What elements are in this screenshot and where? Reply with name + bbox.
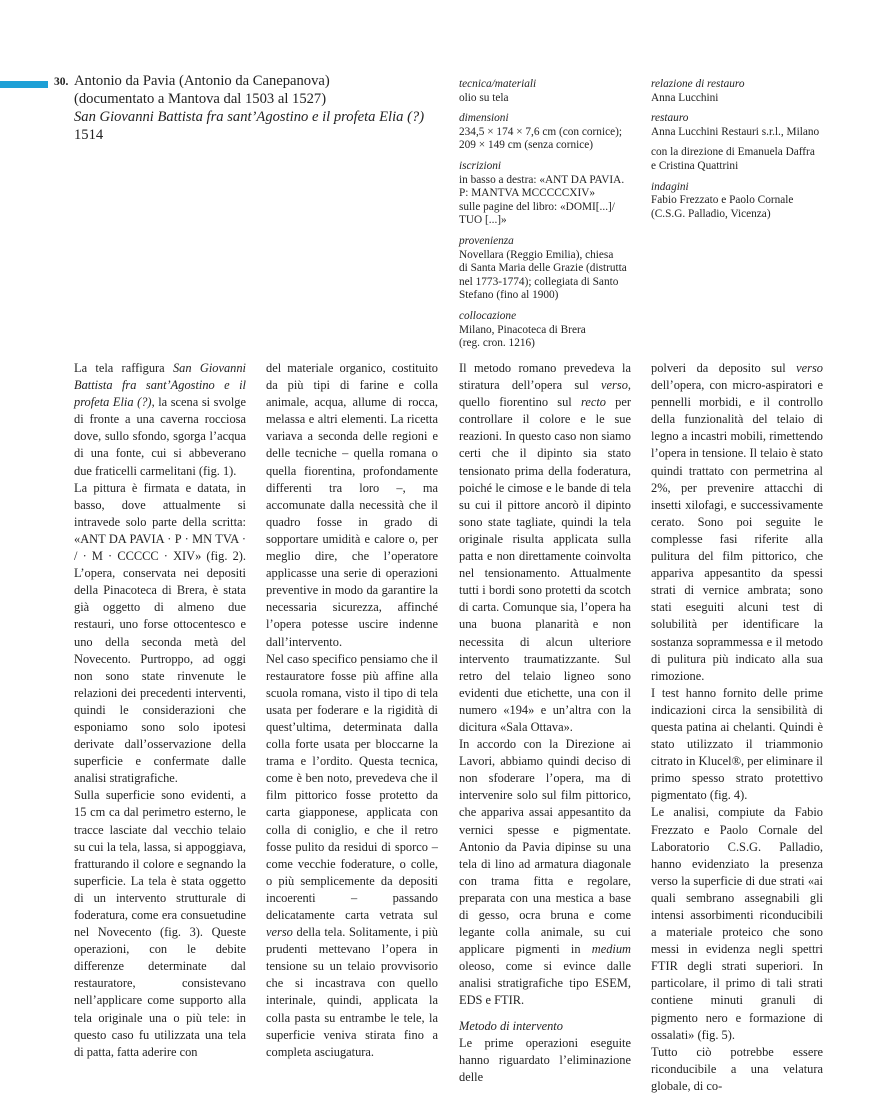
metadata-block [651, 146, 846, 173]
text-run: della tela. Solitamente, i più prudenti mettevano l’opera in tensione su un telaio provvisorio che si incastrava con quello interinale, quindi, applicata la colla pasta su entrambe le tele, la superficie veniva stirata fino a completa asciugatura. [266, 925, 438, 1059]
metadata-value: in basso a destra: «ANT DA PAVIA. [459, 173, 625, 186]
body-column-3 [459, 360, 631, 1086]
metadata-value: olio su tela [459, 91, 509, 104]
metadata-value: (C.S.G. Palladio, Vicenza) [651, 207, 771, 220]
metadata-value: (reg. cron. 1216) [459, 337, 535, 350]
metadata-value: Anna Lucchini Restauri s.r.l., Milano [651, 125, 820, 138]
text-run: , la scena si svolge di fronte a una caverna rocciosa dove, sullo sfondo, sgorga l’acqua di una fonte, cui si abbeverano due fraticelli carmelitani (fig. 1). [74, 395, 246, 478]
metadata-value: nel 1773-1774); collegiata di Santo [459, 275, 619, 288]
metadata-block [651, 112, 846, 139]
metadata-value: con la direzione di Emanuela Daffra [651, 146, 815, 159]
paragraph [651, 685, 823, 805]
metadata-value: di Santa Maria delle Grazie (distrutta [459, 262, 627, 275]
text-run: Nel caso specifico pensiamo che il restauratore fosse più affine alla scuola romana, visto il tipo di tela usata per foderare e la rigidità di quest’ultima, determinata dalla colla forte usata per bloccarne la trama e l’ordito. Questa tecnica, come è ben noto, prevedeva che il film pittorico fosse protetto da carta giapponese, applicata con colla di coniglio, e che il retro fosse pulito da residui di sporco – come vecchie foderature, o colle, o più semplicemente da depositi incoerenti – passando delicatamente carta vetrata sul [266, 651, 438, 922]
text-run: dell’opera, con micro-aspiratori e pennelli morbidi, e il controllo della funzionalità del telaio di legno a incastri mobili, rimettendo l’opera in tensione. Il telaio è stato quindi trattato con permetrina al 2%, per prevenire attacchi di insetti xilofagi, e successivamente cerato. Sono poi seguite le complesse fasi riferite alla pulitura del film pittorico, che appariva appesantito da spessi strati di vernice ambrata; sono stati eseguiti alcuni test di solubilità per identificare la sostanza soprammessa e il metodo di pulitura più indicato alla sua rimozione. [651, 378, 823, 683]
metadata-block [459, 235, 654, 303]
paragraph [459, 360, 631, 736]
italic-text: recto [580, 395, 606, 410]
paragraph [651, 804, 823, 1043]
text-run: Sulla superficie sono evidenti, a 15 cm ca dal perimetro esterno, le tracce lasciate dal vecchio telaio su cui la tela, lassa, si appoggiava, fratturando il colore e segnando la superficie. La tela è stata oggetto di un intervento strutturale di foderatura, come era consuetudine nel Novecento (fig. 3). Queste operazioni, con le debite differenze determinate dal restauratore, consistevano nell’applicare come supporto alla tela originale una o più tele: in questo caso fu utilizzata una tela di patta, fatta aderire con [74, 788, 246, 1059]
text-run: I test hanno fornito delle prime indicazioni circa la sensibilità di questa patina ai chelanti. Quindi è stato utilizzato il triammonio citrato in Klucel®, per eliminare il primo spesso strato protettivo pigmentato (fig. 4). [651, 685, 823, 803]
technical-metadata-left [459, 78, 654, 358]
text-run: oleoso, come si evince dalle analisi stratigrafiche tipo ESEM, EDS e FTIR. [459, 959, 631, 1008]
paragraph [266, 651, 438, 1061]
metadata-block [459, 112, 654, 153]
text-run: , quello fiorentino sul [459, 378, 631, 410]
paragraph [74, 480, 246, 788]
body-column-2 [266, 360, 438, 1061]
metadata-value: TUO [...]» [459, 214, 507, 227]
metadata-label: provenienza [459, 234, 514, 247]
metadata-label: dimensioni [459, 112, 509, 125]
text-run: Il metodo romano prevedeva la stiratura dell’opera sul [459, 361, 631, 393]
italic-text: verso [266, 925, 293, 940]
metadata-value: 209 × 149 cm (senza cornice) [459, 139, 594, 152]
italic-text: verso [601, 378, 628, 393]
entry-title: San Giovanni Battista fra sant’Agostino e il profeta Elia (?) [74, 109, 425, 125]
metadata-label: relazione di restauro [651, 78, 745, 90]
body-column-4 [651, 360, 823, 1095]
body-column-1 [74, 360, 246, 1061]
paragraph [266, 360, 438, 651]
entry-documented: (documentato a Mantova dal 1503 al 1527) [74, 91, 327, 107]
metadata-block [651, 78, 846, 105]
metadata-block [459, 310, 654, 351]
paragraph [74, 787, 246, 1061]
italic-text: San Giovanni Battista fra sant’Agostino e il profeta Elia (?) [74, 361, 246, 410]
metadata-label: restauro [651, 112, 689, 125]
paragraph [651, 1044, 823, 1095]
text-run: Tutto ciò potrebbe essere riconducibile a una velatura globale, di co- [651, 1044, 823, 1093]
text-run: In accordo con la Direzione ai Lavori, abbiamo quindi deciso di non sfoderare l’opera, ma di intervenire solo sul film pittorico, che appariva assai appesantito da vernici spesse e pigmentate. Antonio da Pavia dipinse su una tela di lino ad armatura diagonale con trama fitta e regolare, preparata con una mestica a base di gesso, ocra bruna e come legante colla animale, su cui applicare pigmenti in [459, 737, 631, 957]
text-run: Le analisi, compiute da Fabio Frezzato e Paolo Cornale del Laboratorio C.S.G. Palladio, hanno evidenziato la presenza verso la superficie di due strati «ai quali sembrano assegnabili gli intensi assorbimenti riconducibili a materiale proteico che sono messi in evidenza negli spettri FTIR degli strati superiori. In particolare, il primo di tali strati contiene minuti granuli di pigmento nero e formazione di ossalati» (fig. 5). [651, 805, 823, 1042]
paragraph [651, 360, 823, 685]
metadata-value: Milano, Pinacoteca di Brera [459, 323, 586, 336]
metadata-value: sulle pagine del libro: «DOMI[...]/ [459, 200, 615, 213]
paragraph [459, 1035, 631, 1086]
metadata-value: e Cristina Quattrini [651, 159, 739, 172]
entry-heading [54, 72, 434, 144]
metadata-value: Novellara (Reggio Emilia), chiesa [459, 248, 614, 261]
text-run: La tela raffigura [74, 361, 173, 375]
paragraph [459, 736, 631, 1010]
section-accent-bar [0, 81, 48, 88]
italic-text: medium [591, 942, 631, 957]
metadata-label: tecnica/materiali [459, 78, 537, 90]
metadata-value: Anna Lucchini [651, 91, 719, 104]
metadata-value: Fabio Frezzato e Paolo Cornale [651, 194, 794, 207]
italic-text: verso [796, 361, 823, 375]
entry-year: 1514 [74, 127, 104, 143]
metadata-value: Stefano (fino al 1900) [459, 289, 559, 302]
text-run: Le prime operazioni eseguite hanno riguardato l’eliminazione delle [459, 1035, 631, 1084]
entry-number: 30. [54, 76, 69, 88]
section-subheading: Metodo di intervento [459, 1018, 563, 1033]
text-run: polveri da deposito sul [651, 361, 797, 375]
paragraph [74, 360, 246, 480]
metadata-value: 234,5 × 174 × 7,6 cm (con cornice); [459, 125, 623, 138]
technical-metadata-right [651, 78, 846, 228]
metadata-block [651, 181, 846, 222]
metadata-block [459, 78, 654, 105]
text-run: La pittura è firmata e datata, in basso, dove attualmente si intravede solo parte della scritta: «ANT DA PAVIA · P · MN TVA · / · M · CCCCC · XIV» (fig. 2). L’opera, conservata nei depositi della Pinacoteca di Brera, è stata già oggetto di almeno due restauri, uno forse ottocentesco e uno della seconda metà del Novecento. Purtroppo, ad oggi non sono state rinvenute le relazioni dei precedenti interventi, quindi le considerazioni che esponiamo sono solo ipotesi derivate dall’osservazione della superficie e confermate dalle analisi stratigrafiche. [74, 480, 246, 786]
text-run: per controllare il colore e le sue reazioni. In questo caso non siamo certi che il dipinto sia stato tensionato prima della foderatura, poiché le cimose e le bande di tela su cui il pittore ancorò il dipinto sono state tagliate, quindi la tela originale risulta applicata sulla patta e non direttamente coinvolta nel tensionamento. Attualmente tutti i bordi sono protetti da scotch di carta. Comunque sia, l’opera ha una buona planarità e non necessita di alcun ulteriore intervento traumatizzante. Sul retro del telaio ligneo sono evidenti due etichette, una con il numero «194» e un’altra con la dicitura «Sala Ottava». [459, 395, 631, 734]
entry-artist: Antonio da Pavia (Antonio da Canepanova) [74, 73, 330, 89]
metadata-value: P: MANTVA MCCCCCXIV» [459, 187, 596, 200]
metadata-block [459, 160, 654, 228]
metadata-label: indagini [651, 180, 689, 193]
metadata-label: iscrizioni [459, 159, 502, 172]
text-run: del materiale organico, costituito da più tipi di farine e colla animale, acqua, allume di rocca, melassa e altri elementi. La ricetta variava a seconda delle regioni e delle tecniche – quella romana o quella fiorentina, profondamente differenti tra loro –, ma accomunate dalla necessità che il quadro fosse in grado di sopportare umidità e calore o, per meglio dire, che l’operatore applicasse una serie di operazioni preventive in modo da garantire la necessaria sicurezza, affinché l’opera potesse uscire indenne dall’intervento. [266, 361, 438, 649]
metadata-label: collocazione [459, 309, 517, 322]
